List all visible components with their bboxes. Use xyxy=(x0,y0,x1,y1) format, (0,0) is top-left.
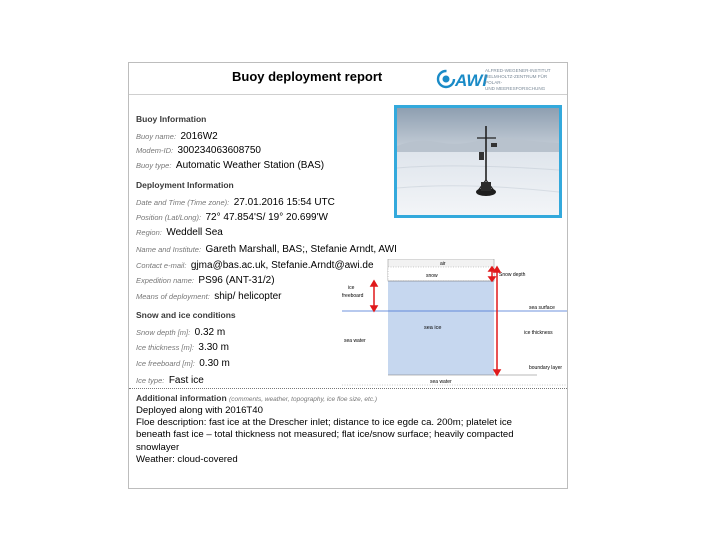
deployment-heading: Deployment Information xyxy=(136,180,234,190)
ice-thickness-row: Ice thickness [m]: 3.30 m xyxy=(136,342,229,353)
label-sea-ice: sea ice xyxy=(424,325,442,331)
expedition-row: Expedition name: PS96 (ANT-31/2) xyxy=(136,275,275,286)
report-header xyxy=(129,63,567,95)
buoy-info-heading: Buoy Information xyxy=(136,114,207,124)
label-sea-surface: sea surface xyxy=(529,305,555,311)
modem-id-row: Modem-ID: 300234063608750 xyxy=(136,145,261,156)
buoy-photo-image xyxy=(397,108,559,215)
freeboard-row: Ice freeboard [m]: 0.30 m xyxy=(136,358,230,369)
buoy-photo xyxy=(394,105,562,218)
label-sea-water-bottom: sea water xyxy=(430,379,452,385)
label-snow: snow xyxy=(426,273,438,279)
report-page xyxy=(128,62,568,489)
snow-depth-row: Snow depth [m]: 0.32 m xyxy=(136,327,226,338)
label-ice-thickness: ice thickness xyxy=(524,330,553,336)
region-row: Region: Weddell Sea xyxy=(136,227,223,238)
label-ice-1: ice xyxy=(348,285,355,291)
additional-line: Floe description: fast ice at the Drescher inlet; distance to ice egde ca. 200m; platelet ice xyxy=(136,417,512,429)
ice-type-row: Ice type: Fast ice xyxy=(136,375,204,386)
position-row: Position (Lat/Long): 72° 47.854'S/ 19° 20.699'W xyxy=(136,212,328,223)
name-institute-row: Name and Institute: Gareth Marshall, BAS;, Stefanie Arndt, AWI xyxy=(136,244,397,255)
label-air: air xyxy=(440,261,446,267)
buoy-name-row: Buoy name: 2016W2 xyxy=(136,131,218,142)
label-boundary-layer: boundary layer xyxy=(529,365,563,371)
email-row: Contact e-mail: gjma@bas.ac.uk, Stefanie.Arndt@awi.de xyxy=(136,260,374,271)
additional-line: snowlayer xyxy=(136,441,180,453)
date-row: Date and Time (Time zone): 27.01.2016 15:54 UTC xyxy=(136,197,335,208)
additional-line: beneath fast ice – total thickness not measured; flat ice/snow surface; heavily compacted xyxy=(136,429,514,441)
ice-diagram xyxy=(342,259,567,389)
logo-institute: ALFRED-WEGENER-INSTITUT HELMHOLTZ-ZENTRUM FÜR POLAR- UND MEERESFORSCHUNG xyxy=(485,68,551,91)
additional-line: Weather: cloud-covered xyxy=(136,453,238,465)
additional-text xyxy=(136,405,561,466)
section-divider xyxy=(129,388,567,389)
label-snow-depth: Snow depth xyxy=(499,272,526,278)
logo-text: AWI xyxy=(455,71,488,90)
buoy-type-row: Buoy type: Automatic Weather Station (BAS) xyxy=(136,160,325,171)
report-title: Buoy deployment report xyxy=(232,69,383,84)
label-freeboard: freeboard xyxy=(342,293,364,299)
means-row: Means of deployment: ship/ helicopter xyxy=(136,291,282,302)
label-sea-water-left: sea water xyxy=(344,338,366,344)
additional-heading: Additional information (comments, weather, topography, ice floe size, etc.) xyxy=(136,393,378,403)
snow-ice-heading: Snow and ice conditions xyxy=(136,310,236,320)
additional-line: Deployed along with 2016T40 xyxy=(136,405,263,416)
